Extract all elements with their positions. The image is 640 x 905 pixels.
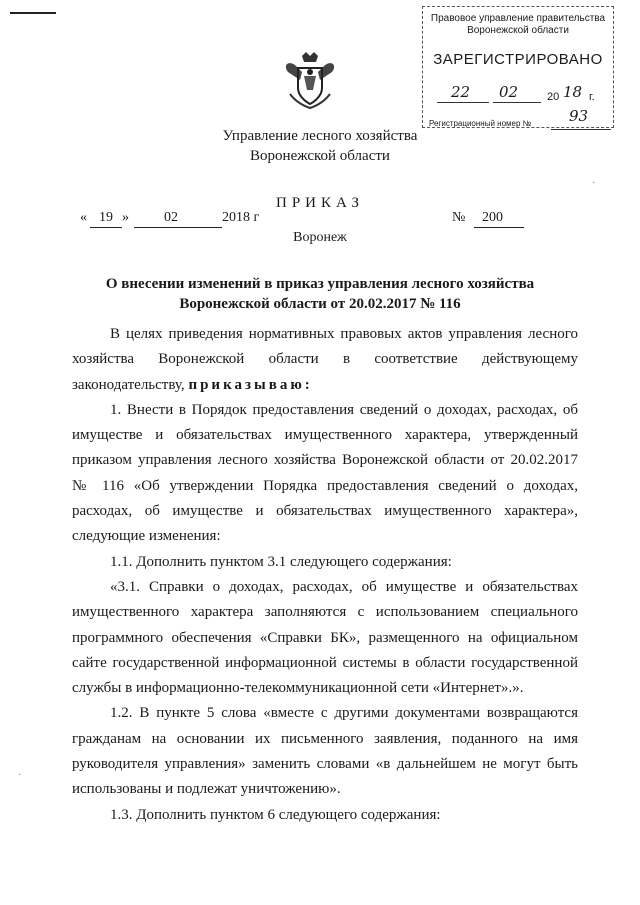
stamp-day: 22 xyxy=(451,83,471,101)
paragraph-item-3-1-text: «3.1. Справки о доходах, расходах, об имуществе и обязательствах имущественного характера заполняются с использованием специального программного обеспечения «Справки БК», размещенного на официальном сайте государственной информационной системы в области государственной службы в информационно-телекоммуникационной сети «Интернет».». xyxy=(72,578,578,697)
order-number: 200 xyxy=(482,210,503,225)
document-title xyxy=(0,274,640,314)
registration-stamp xyxy=(422,6,614,128)
paragraph-item-1: 1. Внести в Порядок предоставления сведений о доходах, расходах, об имуществе и обязательствах имущественного характера, утвержденный приказом управления лесного хозяйства Воронежской области от 20.02.2017 № 116 «Об утверждении Порядка предоставления сведений о доходах, расходах, об имуществе и обязательствах имущественного характера», следующие изменения: xyxy=(72,401,578,545)
department-line2: Воронежской области xyxy=(250,148,390,164)
stamp-organization xyxy=(423,13,613,37)
date-month-underline xyxy=(134,227,222,228)
scan-speck: · xyxy=(18,770,22,781)
paragraph-preamble xyxy=(72,322,578,398)
paragraph-item-1-3: 1.3. Дополнить пунктом 6 следующего содержания: xyxy=(110,806,441,823)
stamp-org-line2: Воронежской области xyxy=(467,25,569,36)
order-number-underline xyxy=(474,227,524,228)
date-quote-close: » xyxy=(122,210,129,225)
date-day: 19 xyxy=(99,210,113,225)
paragraph-item-1-1: 1.1. Дополнить пунктом 3.1 следующего содержания: xyxy=(110,553,452,570)
document-type: ПРИКАЗ xyxy=(276,195,364,211)
title-line1: О внесении изменений в приказ управления лесного хозяйства xyxy=(105,276,535,292)
stamp-day-line xyxy=(437,102,489,103)
title-line2: Воронежской области от 20.02.2017 № 116 xyxy=(179,296,461,312)
scan-speck: · xyxy=(592,178,596,189)
city: Воронеж xyxy=(293,230,347,245)
stamp-org-line1: Правовое управление правительства xyxy=(430,13,606,24)
date-day-underline xyxy=(90,227,122,228)
date-month: 02 xyxy=(164,210,178,225)
coat-of-arms-emblem xyxy=(280,50,340,112)
stamp-reg-label: Регистрационный номер № xyxy=(429,119,532,128)
order-keyword: приказываю: xyxy=(188,376,313,393)
stamp-month: 02 xyxy=(499,83,519,101)
paragraph-item-1-2: 1.2. В пункте 5 слова «вместе с другими документами возвращаются гражданам на основании их письменного заявления, поданного на имя руководителя управления» заменить словами «в дальнейшем не могут быть использованы и подлежат уничтожению». xyxy=(72,705,578,798)
stamp-year-letter: г. xyxy=(589,91,595,103)
stamp-year-prefix: 20 xyxy=(547,91,560,103)
date-quote-open: « xyxy=(80,210,87,225)
order-number-label: № xyxy=(452,210,466,225)
department-line1: Управление лесного хозяйства xyxy=(222,128,418,144)
date-year: 2018 г xyxy=(222,210,260,225)
department-name xyxy=(0,126,640,166)
stamp-month-line xyxy=(493,102,541,103)
stamp-registered-label: ЗАРЕГИСТРИРОВАНО xyxy=(433,51,603,68)
document-body xyxy=(72,322,578,828)
scan-artifact-line xyxy=(10,12,56,14)
preamble-text: В целях приведения нормативных правовых актов управления лесного хозяйства Воронежской области в соответствие действующему законодательству, xyxy=(72,326,578,393)
stamp-year-suffix: 18 xyxy=(563,83,583,101)
stamp-reg-number: 93 xyxy=(569,107,589,125)
